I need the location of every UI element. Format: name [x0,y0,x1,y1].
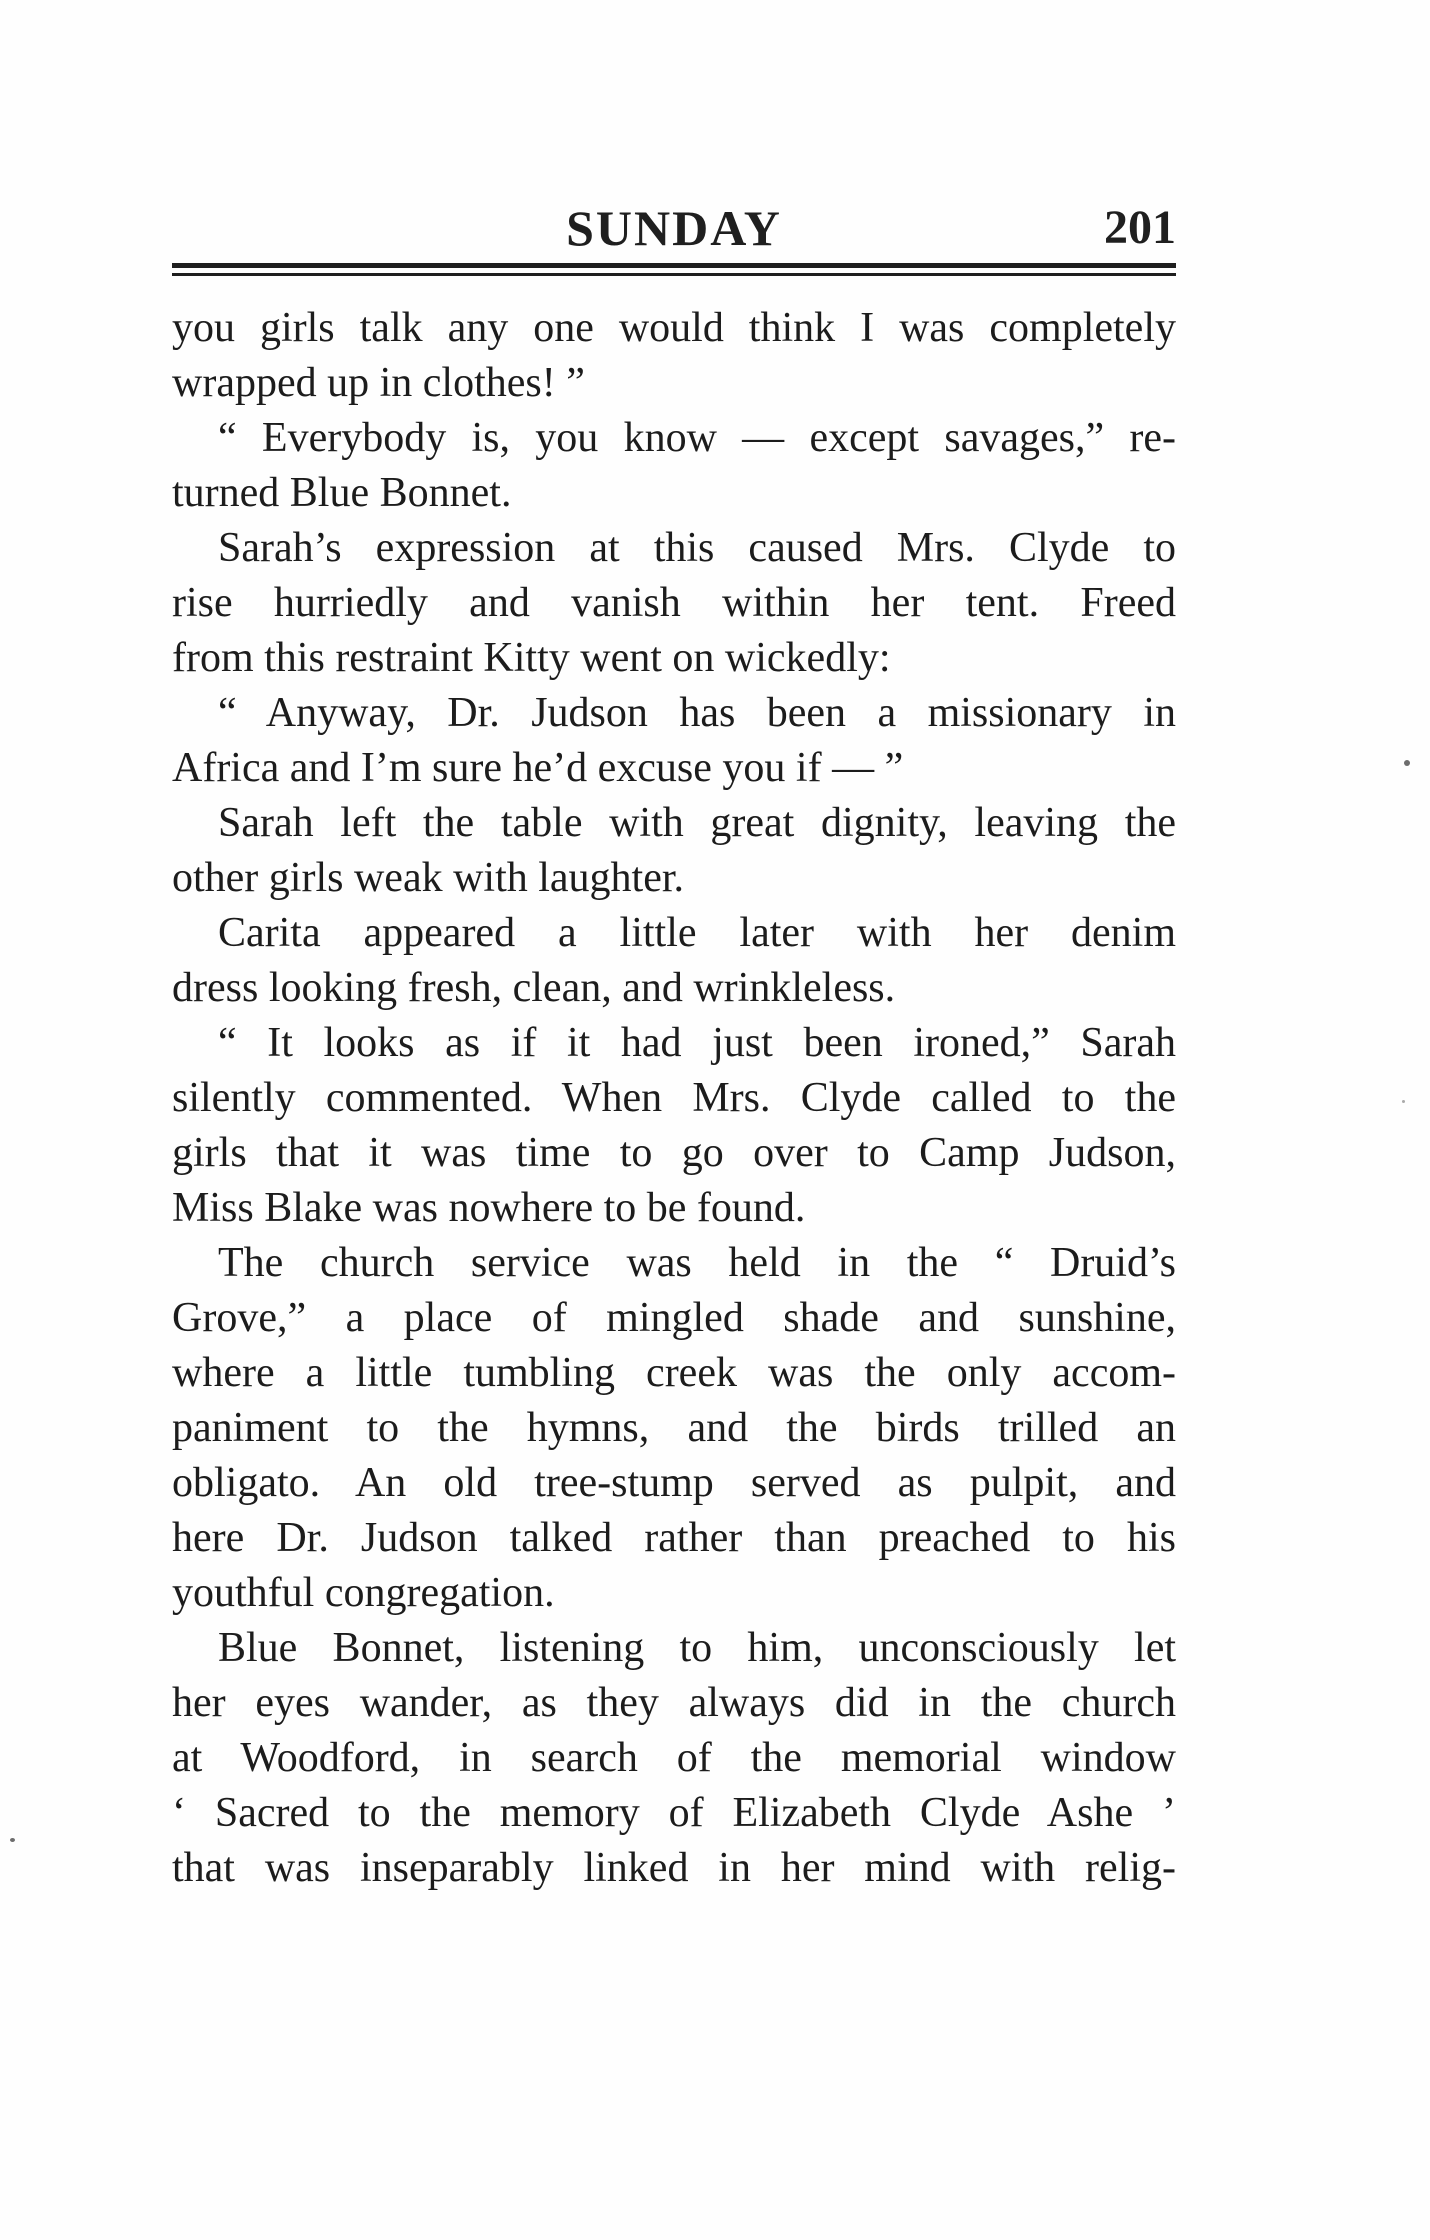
text-line: you girls talk any one would think I was completely [172,305,1176,351]
text-line: “ Anyway, Dr. Judson has been a missionary in [218,690,1176,736]
text-line: Miss Blake was nowhere to be found. [172,1185,806,1231]
text-line: where a little tumbling creek was the only accom- [172,1350,1176,1396]
text-line: rise hurriedly and vanish within her tent. Freed [172,580,1176,626]
paper-speck [1404,760,1410,766]
text-line: here Dr. Judson talked rather than preached to his [172,1515,1176,1561]
text-line: girls that it was time to go over to Camp Judson, [172,1130,1176,1176]
text-line: Grove,” a place of mingled shade and sunshine, [172,1295,1176,1341]
text-line: Sarah’s expression at this caused Mrs. Clyde to [218,525,1176,571]
text-line: Africa and I’m sure he’d excuse you if — ” [172,745,904,791]
header-rule [172,263,1176,268]
text-line: dress looking fresh, clean, and wrinkleless. [172,965,896,1011]
paper-speck [1402,1100,1405,1103]
text-line: that was inseparably linked in her mind with relig- [172,1845,1176,1891]
header-rule-thin [172,273,1176,276]
text-line: The church service was held in the “ Druid’s [218,1240,1176,1286]
text-line: paniment to the hymns, and the birds trilled an [172,1405,1176,1451]
text-line: Carita appeared a little later with her denim [218,910,1176,956]
text-line: at Woodford, in search of the memorial window [172,1735,1176,1781]
text-line: “ Everybody is, you know — except savages,” re- [218,415,1176,461]
text-line: silently commented. When Mrs. Clyde called to the [172,1075,1176,1121]
body-text [172,301,1176,1896]
text-line: wrapped up in clothes! ” [172,360,585,406]
text-line: obligato. An old tree-stump served as pulpit, and [172,1460,1176,1506]
running-head [172,192,1176,264]
page-number: 201 [1104,201,1176,254]
text-line: other girls weak with laughter. [172,855,685,901]
text-line: her eyes wander, as they always did in the church [172,1680,1176,1726]
text-line: Sarah left the table with great dignity, leaving the [218,800,1176,846]
paper-speck [10,1838,15,1842]
text-line: “ It looks as if it had just been ironed,” Sarah [218,1020,1176,1066]
text-line: youthful congregation. [172,1570,555,1616]
chapter-title: SUNDAY [566,200,782,256]
text-line: Blue Bonnet, listening to him, unconsciously let [218,1625,1176,1671]
text-line: from this restraint Kitty went on wickedly: [172,635,891,681]
text-line: turned Blue Bonnet. [172,470,512,516]
text-line: ‘ Sacred to the memory of Elizabeth Clyde Ashe ’ [172,1790,1176,1836]
